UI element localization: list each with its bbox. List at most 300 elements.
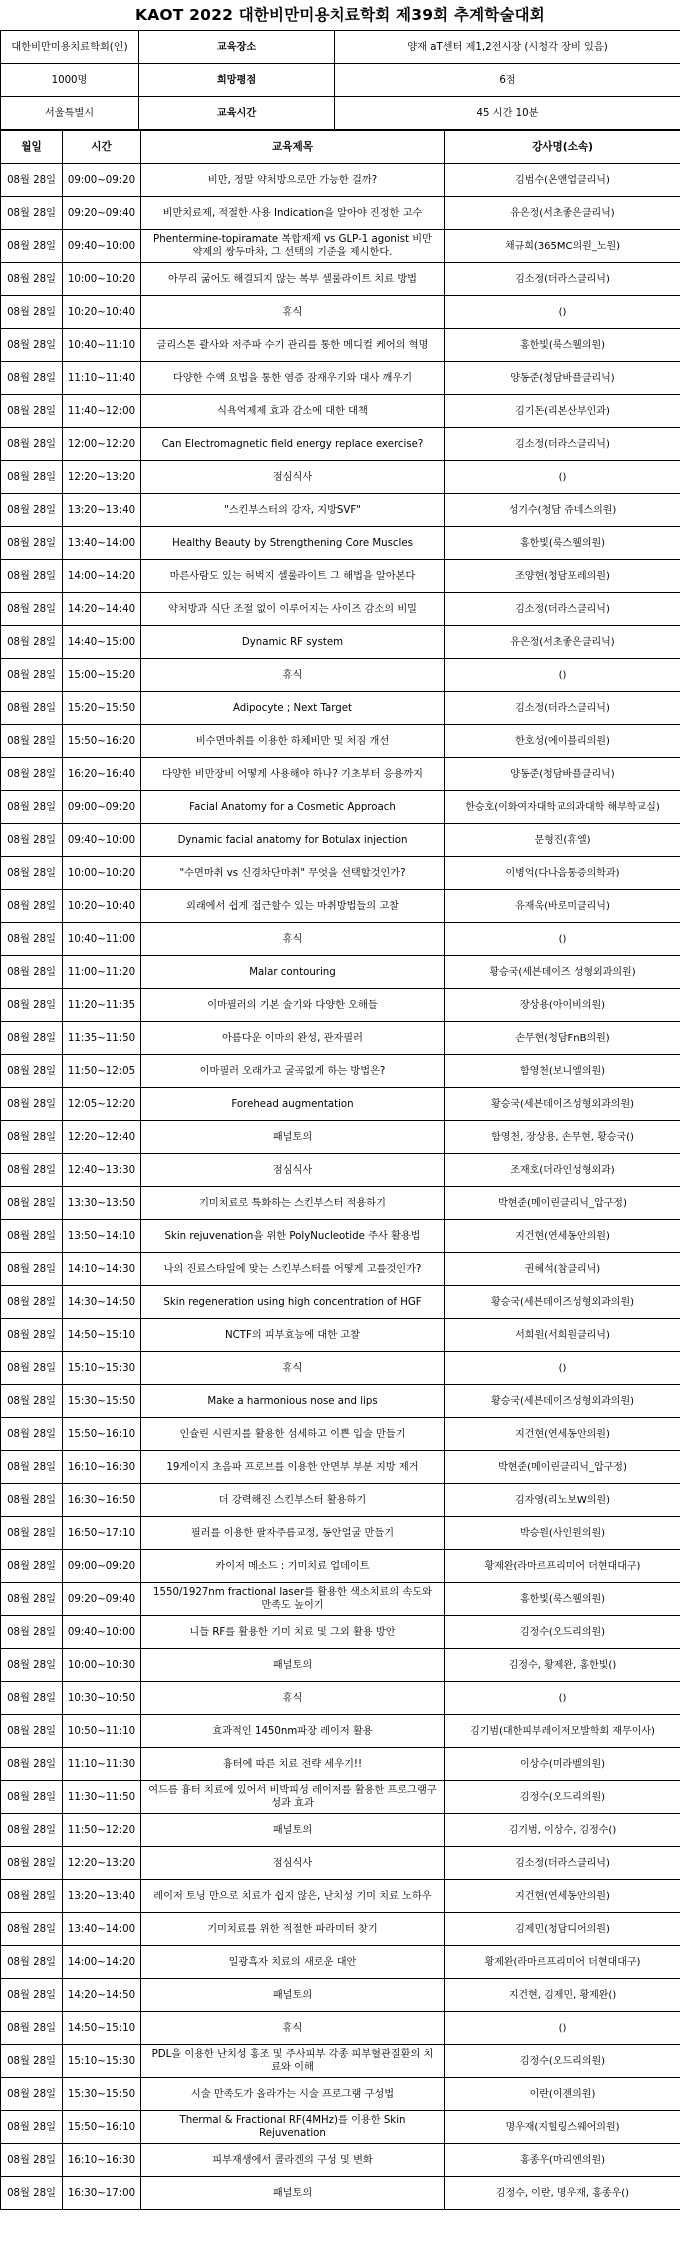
row-date: 08월 28일	[1, 1253, 63, 1286]
row-speaker: 이상수(미라벨의원)	[445, 1748, 680, 1781]
row-time: 11:50~12:20	[63, 1814, 141, 1847]
schedule-row	[1, 560, 680, 593]
row-topic: 비만치료제, 적절한 사용 Indication을 알아야 진정한 고수	[141, 197, 445, 230]
row-date: 08월 28일	[1, 791, 63, 824]
row-speaker: ()	[445, 659, 680, 692]
row-topic: 레이저 토닝 만으로 치료가 쉽지 않은, 난치성 기미 치료 노하우	[141, 1880, 445, 1913]
row-speaker: 김소정(더라스클리닉)	[445, 263, 680, 296]
row-date: 08월 28일	[1, 626, 63, 659]
row-date: 08월 28일	[1, 2078, 63, 2111]
schedule-row	[1, 1847, 680, 1880]
row-time: 10:00~10:20	[63, 263, 141, 296]
row-time: 15:50~16:10	[63, 2111, 141, 2144]
row-date: 08월 28일	[1, 923, 63, 956]
row-time: 10:30~10:50	[63, 1682, 141, 1715]
row-speaker: ()	[445, 2012, 680, 2045]
schedule-row	[1, 2078, 680, 2111]
row-date: 08월 28일	[1, 989, 63, 1022]
info-label: 교육장소	[139, 31, 335, 64]
row-speaker: 함영천(보니엘의원)	[445, 1055, 680, 1088]
row-speaker: 김제민(청담디어의원)	[445, 1913, 680, 1946]
schedule-row	[1, 1649, 680, 1682]
row-speaker: 장상용(아이비의원)	[445, 989, 680, 1022]
schedule-row	[1, 1781, 680, 1814]
row-date: 08월 28일	[1, 1847, 63, 1880]
row-topic: Forehead augmentation	[141, 1088, 445, 1121]
row-time: 14:20~14:50	[63, 1979, 141, 2012]
row-date: 08월 28일	[1, 2177, 63, 2210]
row-topic: 패널토의	[141, 1979, 445, 2012]
schedule-row	[1, 527, 680, 560]
row-time: 09:40~10:00	[63, 824, 141, 857]
row-topic: 피부재생에서 콜라겐의 구성 및 변화	[141, 2144, 445, 2177]
schedule-row	[1, 989, 680, 1022]
row-speaker: 한승호(이화여자대학교의과대학 해부학교실)	[445, 791, 680, 824]
row-time: 12:05~12:20	[63, 1088, 141, 1121]
row-topic: 아름다운 이마의 완성, 관자필러	[141, 1022, 445, 1055]
row-time: 16:20~16:40	[63, 758, 141, 791]
row-time: 15:10~15:30	[63, 1352, 141, 1385]
row-time: 12:40~13:30	[63, 1154, 141, 1187]
schedule-row	[1, 824, 680, 857]
row-time: 12:20~12:40	[63, 1121, 141, 1154]
row-time: 09:00~09:20	[63, 791, 141, 824]
row-topic: 니들 RF를 활용한 기미 치료 및 그외 활용 방안	[141, 1616, 445, 1649]
row-speaker: 채규희(365MC의원_노원)	[445, 230, 680, 263]
row-time: 14:10~14:30	[63, 1253, 141, 1286]
row-date: 08월 28일	[1, 725, 63, 758]
row-time: 12:00~12:20	[63, 428, 141, 461]
row-topic: 아무리 굶어도 해결되지 않는 복부 셀룰라이트 치료 방법	[141, 263, 445, 296]
row-topic: 패널토의	[141, 1814, 445, 1847]
row-speaker: ()	[445, 296, 680, 329]
row-time: 16:50~17:10	[63, 1517, 141, 1550]
row-topic: 나의 진료스타일에 맞는 스킨부스터를 어떻게 고를것인가?	[141, 1253, 445, 1286]
row-topic: 19게이지 초음파 프로브를 이용한 안면부 부분 지방 제거	[141, 1451, 445, 1484]
row-speaker: ()	[445, 461, 680, 494]
row-time: 16:30~16:50	[63, 1484, 141, 1517]
row-time: 09:00~09:20	[63, 164, 141, 197]
row-date: 08월 28일	[1, 1055, 63, 1088]
schedule-row	[1, 2012, 680, 2045]
row-topic: 기미치료로 특화하는 스킨부스터 적용하기	[141, 1187, 445, 1220]
info-label: 교육시간	[139, 97, 335, 130]
schedule-row	[1, 593, 680, 626]
row-speaker: 명우재(지힐링스웨어의원)	[445, 2111, 680, 2144]
schedule-row	[1, 626, 680, 659]
schedule-row	[1, 1583, 680, 1616]
row-topic: PDL을 이용한 난치성 홍조 및 주사피부 각종 피부혈관질환의 치료와 이해	[141, 2045, 445, 2078]
row-topic: 비수면마취를 이용한 하체비만 및 처짐 개선	[141, 725, 445, 758]
row-date: 08월 28일	[1, 2144, 63, 2177]
row-time: 13:30~13:50	[63, 1187, 141, 1220]
row-speaker: 홍한빛(룩스웰의원)	[445, 527, 680, 560]
row-date: 08월 28일	[1, 692, 63, 725]
row-speaker: 김기범(대한피부레이저모발학회 재무이사)	[445, 1715, 680, 1748]
row-topic: Skin rejuvenation을 위한 PolyNucleotide 주사 활용법	[141, 1220, 445, 1253]
row-speaker: 지건현(연세동안의원)	[445, 1880, 680, 1913]
schedule-row	[1, 2045, 680, 2078]
row-topic: Thermal & Fractional RF(4MHz)를 이용한 Skin Rejuvenation	[141, 2111, 445, 2144]
row-time: 14:00~14:20	[63, 560, 141, 593]
row-time: 16:10~16:30	[63, 2144, 141, 2177]
row-date: 08월 28일	[1, 1913, 63, 1946]
row-time: 09:20~09:40	[63, 1583, 141, 1616]
info-label: 희망평점	[139, 64, 335, 97]
schedule-row	[1, 296, 680, 329]
row-topic: 여드름 흉터 치료에 있어서 비박피성 레이저를 활용한 프로그램구성과 효과	[141, 1781, 445, 1814]
row-topic: Adipocyte ; Next Target	[141, 692, 445, 725]
row-date: 08월 28일	[1, 1649, 63, 1682]
row-time: 13:50~14:10	[63, 1220, 141, 1253]
row-topic: NCTF의 피부효능에 대한 고찰	[141, 1319, 445, 1352]
row-date: 08월 28일	[1, 1088, 63, 1121]
row-date: 08월 28일	[1, 230, 63, 263]
row-time: 13:20~13:40	[63, 1880, 141, 1913]
row-time: 11:30~11:50	[63, 1781, 141, 1814]
info-row	[1, 31, 680, 64]
schedule-row	[1, 1154, 680, 1187]
row-time: 11:20~11:35	[63, 989, 141, 1022]
row-topic: 더 강력해진 스킨부스터 활용하기	[141, 1484, 445, 1517]
row-topic: 마른사람도 있는 허벅지 셀룰라이트 그 해법을 알아본다	[141, 560, 445, 593]
schedule-row	[1, 494, 680, 527]
schedule-row	[1, 428, 680, 461]
row-date: 08월 28일	[1, 956, 63, 989]
row-speaker: 이란(이젠의원)	[445, 2078, 680, 2111]
row-speaker: 지건현(연세동안의원)	[445, 1418, 680, 1451]
row-speaker: ()	[445, 1352, 680, 1385]
row-date: 08월 28일	[1, 593, 63, 626]
row-topic: 점심식사	[141, 461, 445, 494]
row-date: 08월 28일	[1, 1715, 63, 1748]
row-speaker: 서희원(서희원클리닉)	[445, 1319, 680, 1352]
schedule-row	[1, 659, 680, 692]
row-date: 08월 28일	[1, 1220, 63, 1253]
row-date: 08월 28일	[1, 758, 63, 791]
schedule-row	[1, 956, 680, 989]
row-date: 08월 28일	[1, 1022, 63, 1055]
row-time: 16:10~16:30	[63, 1451, 141, 1484]
row-date: 08월 28일	[1, 2012, 63, 2045]
row-date: 08월 28일	[1, 1781, 63, 1814]
schedule-row	[1, 1616, 680, 1649]
row-date: 08월 28일	[1, 296, 63, 329]
schedule-row	[1, 1286, 680, 1319]
row-topic: Malar contouring	[141, 956, 445, 989]
schedule-row	[1, 1682, 680, 1715]
row-time: 14:30~14:50	[63, 1286, 141, 1319]
schedule-row	[1, 758, 680, 791]
row-date: 08월 28일	[1, 461, 63, 494]
row-topic: Can Electromagnetic field energy replace exercise?	[141, 428, 445, 461]
row-speaker: 함영천, 장상용, 손무현, 황승국()	[445, 1121, 680, 1154]
schedule-row	[1, 1451, 680, 1484]
row-time: 09:00~09:20	[63, 1550, 141, 1583]
row-date: 08월 28일	[1, 329, 63, 362]
info-value: 양재 aT센터 제1,2전시장 (시청각 장비 있음)	[335, 31, 680, 64]
row-speaker: 황제완(라마르프리미어 더현대대구)	[445, 1946, 680, 1979]
row-date: 08월 28일	[1, 1946, 63, 1979]
row-date: 08월 28일	[1, 1352, 63, 1385]
row-speaker: 조재호(더라인성형외과)	[445, 1154, 680, 1187]
schedule-row	[1, 2144, 680, 2177]
row-topic: 1550/1927nm fractional laser를 활용한 색소치료의 속도와 만족도 높이기	[141, 1583, 445, 1616]
row-time: 15:50~16:20	[63, 725, 141, 758]
schedule-row	[1, 1880, 680, 1913]
header-time: 시간	[63, 131, 141, 164]
row-time: 09:40~10:00	[63, 230, 141, 263]
row-date: 08월 28일	[1, 560, 63, 593]
row-speaker: 김정수(오드리의원)	[445, 2045, 680, 2078]
row-time: 13:40~14:00	[63, 1913, 141, 1946]
row-topic: 휴식	[141, 659, 445, 692]
row-speaker: 김소정(더라스클리닉)	[445, 1847, 680, 1880]
schedule-row	[1, 692, 680, 725]
row-speaker: 조양현(청담포레의원)	[445, 560, 680, 593]
schedule-row	[1, 1253, 680, 1286]
row-time: 14:00~14:20	[63, 1946, 141, 1979]
row-topic: 휴식	[141, 296, 445, 329]
row-time: 15:20~15:50	[63, 692, 141, 725]
row-topic: Skin regeneration using high concentration of HGF	[141, 1286, 445, 1319]
schedule-row	[1, 1814, 680, 1847]
info-value: 45 시간 10분	[335, 97, 680, 130]
row-date: 08월 28일	[1, 2111, 63, 2144]
row-date: 08월 28일	[1, 1484, 63, 1517]
row-speaker: 유은정(서초좋은클리닉)	[445, 626, 680, 659]
row-topic: Phentermine-topiramate 복합제제 vs GLP-1 agonist 비만 약제의 쌍두마차, 그 선택의 기준을 제시한다.	[141, 230, 445, 263]
row-speaker: 박현준(메이린클리닉_압구정)	[445, 1451, 680, 1484]
schedule-row	[1, 1748, 680, 1781]
info-value: 1000명	[1, 64, 139, 97]
row-date: 08월 28일	[1, 1451, 63, 1484]
schedule-header-row	[1, 131, 680, 164]
row-speaker: 지건현, 김제민, 황제완()	[445, 1979, 680, 2012]
row-time: 13:20~13:40	[63, 494, 141, 527]
row-topic: 이마필러 오래가고 굴곡없게 하는 방법은?	[141, 1055, 445, 1088]
row-speaker: 황승국(세븐데이즈 성형외과의원)	[445, 956, 680, 989]
row-time: 15:00~15:20	[63, 659, 141, 692]
row-topic: 일광흑자 치료의 새로운 대안	[141, 1946, 445, 1979]
row-speaker: 김정수, 이란, 명우재, 홍종우()	[445, 2177, 680, 2210]
info-value: 6점	[335, 64, 680, 97]
row-date: 08월 28일	[1, 1154, 63, 1187]
schedule-row	[1, 461, 680, 494]
info-row	[1, 64, 680, 97]
row-topic: 흉터에 따른 치료 전략 세우기!!	[141, 1748, 445, 1781]
row-topic: 필러를 이용한 팔자주름교정, 동안얼굴 만들기	[141, 1517, 445, 1550]
schedule-row	[1, 791, 680, 824]
row-time: 10:40~11:00	[63, 923, 141, 956]
row-time: 15:30~15:50	[63, 2078, 141, 2111]
row-time: 09:40~10:00	[63, 1616, 141, 1649]
row-topic: 점심식사	[141, 1847, 445, 1880]
row-topic: 휴식	[141, 923, 445, 956]
row-time: 14:50~15:10	[63, 2012, 141, 2045]
schedule-row	[1, 890, 680, 923]
row-date: 08월 28일	[1, 824, 63, 857]
row-topic: 외래에서 쉽게 접근할수 있는 마취방법들의 고찰	[141, 890, 445, 923]
row-date: 08월 28일	[1, 1121, 63, 1154]
schedule-row	[1, 1352, 680, 1385]
row-speaker: 박승원(사인원의원)	[445, 1517, 680, 1550]
row-date: 08월 28일	[1, 659, 63, 692]
row-speaker: 김소정(더라스클리닉)	[445, 428, 680, 461]
row-date: 08월 28일	[1, 395, 63, 428]
row-time: 11:40~12:00	[63, 395, 141, 428]
row-speaker: 지건현(연세동안의원)	[445, 1220, 680, 1253]
schedule-row	[1, 395, 680, 428]
schedule-row	[1, 263, 680, 296]
row-speaker: 황승국(세븐데이즈성형외과의원)	[445, 1088, 680, 1121]
row-topic: 식욕억제제 효과 감소에 대한 대책	[141, 395, 445, 428]
row-topic: 패널토의	[141, 1649, 445, 1682]
row-date: 08월 28일	[1, 1682, 63, 1715]
schedule-row	[1, 1319, 680, 1352]
info-value: 서울특별시	[1, 97, 139, 130]
row-time: 15:50~16:10	[63, 1418, 141, 1451]
schedule-row	[1, 1187, 680, 1220]
header-speaker: 강사명(소속)	[445, 131, 680, 164]
row-speaker: 김기범, 이상수, 김정수()	[445, 1814, 680, 1847]
row-time: 10:50~11:10	[63, 1715, 141, 1748]
row-date: 08월 28일	[1, 1319, 63, 1352]
schedule-row	[1, 1946, 680, 1979]
row-time: 10:20~10:40	[63, 296, 141, 329]
row-date: 08월 28일	[1, 1616, 63, 1649]
row-topic: 효과적인 1450nm파장 레이저 활용	[141, 1715, 445, 1748]
row-topic: Dynamic facial anatomy for Botulax injection	[141, 824, 445, 857]
schedule-row	[1, 1979, 680, 2012]
row-date: 08월 28일	[1, 2045, 63, 2078]
row-topic: 기미치료를 위한 적절한 파라미터 찾기	[141, 1913, 445, 1946]
row-time: 11:50~12:05	[63, 1055, 141, 1088]
page-title: KAOT 2022 대한비만미용치료학회 제39회 추계학술대회	[135, 6, 545, 24]
row-speaker: 김정수(오드리의원)	[445, 1781, 680, 1814]
row-speaker: 양동준(청담바플클리닉)	[445, 758, 680, 791]
row-time: 14:20~14:40	[63, 593, 141, 626]
schedule-row	[1, 725, 680, 758]
schedule-row	[1, 1220, 680, 1253]
row-topic: 패널토의	[141, 1121, 445, 1154]
row-speaker: 유은정(서초좋은클리닉)	[445, 197, 680, 230]
row-topic: 패널토의	[141, 2177, 445, 2210]
row-speaker: 황승국(세븐데이즈성형외과의원)	[445, 1385, 680, 1418]
row-time: 14:50~15:10	[63, 1319, 141, 1352]
row-speaker: 양동준(청담바플클리닉)	[445, 362, 680, 395]
schedule-row	[1, 2177, 680, 2210]
row-speaker: 김범수(온앤업클리닉)	[445, 164, 680, 197]
row-topic: Dynamic RF system	[141, 626, 445, 659]
row-time: 16:30~17:00	[63, 2177, 141, 2210]
row-date: 08월 28일	[1, 1517, 63, 1550]
schedule-row	[1, 1517, 680, 1550]
row-topic: Make a harmonious nose and lips	[141, 1385, 445, 1418]
schedule-row	[1, 1715, 680, 1748]
schedule-row	[1, 230, 680, 263]
row-speaker: 유재욱(바로미클리닉)	[445, 890, 680, 923]
row-date: 08월 28일	[1, 527, 63, 560]
schedule-row	[1, 1385, 680, 1418]
row-speaker: 문형진(휴엘)	[445, 824, 680, 857]
row-date: 08월 28일	[1, 362, 63, 395]
row-date: 08월 28일	[1, 1550, 63, 1583]
row-time: 12:20~13:20	[63, 461, 141, 494]
row-speaker: 홍한빛(룩스웰의원)	[445, 329, 680, 362]
row-time: 10:00~10:20	[63, 857, 141, 890]
schedule-row	[1, 1484, 680, 1517]
row-topic: 휴식	[141, 1352, 445, 1385]
row-topic: 카이저 메소드 : 기미치료 업데이트	[141, 1550, 445, 1583]
schedule-table	[0, 130, 680, 2210]
row-topic: 약처방과 식단 조절 없이 이루어지는 사이즈 감소의 비밀	[141, 593, 445, 626]
row-topic: 휴식	[141, 1682, 445, 1715]
row-date: 08월 28일	[1, 1880, 63, 1913]
row-date: 08월 28일	[1, 428, 63, 461]
row-date: 08월 28일	[1, 197, 63, 230]
schedule-row	[1, 362, 680, 395]
row-topic: 비만, 정말 약처방으로만 가능한 걸까?	[141, 164, 445, 197]
header-date: 월일	[1, 131, 63, 164]
row-speaker: 김소정(더라스클리닉)	[445, 692, 680, 725]
row-speaker: ()	[445, 923, 680, 956]
info-row	[1, 97, 680, 130]
row-date: 08월 28일	[1, 263, 63, 296]
info-value: 대한비만미용치료학회(인)	[1, 31, 139, 64]
row-date: 08월 28일	[1, 1814, 63, 1847]
row-topic: 시술 만족도가 올라가는 시술 프로그램 구성법	[141, 2078, 445, 2111]
row-topic: 인슐린 시린지를 활용한 섬세하고 이쁜 입술 만들기	[141, 1418, 445, 1451]
schedule-row	[1, 1022, 680, 1055]
row-time: 10:40~11:10	[63, 329, 141, 362]
row-speaker: 홍종우(마리엔의원)	[445, 2144, 680, 2177]
row-time: 11:35~11:50	[63, 1022, 141, 1055]
row-date: 08월 28일	[1, 1418, 63, 1451]
row-speaker: ()	[445, 1682, 680, 1715]
row-date: 08월 28일	[1, 1286, 63, 1319]
row-topic: "수면마취 vs 신경차단마취" 무엇을 선택할것인가?	[141, 857, 445, 890]
row-time: 12:20~13:20	[63, 1847, 141, 1880]
row-topic: 휴식	[141, 2012, 445, 2045]
schedule-row	[1, 197, 680, 230]
row-speaker: 김정수(오드리의원)	[445, 1616, 680, 1649]
row-speaker: 권혜석(참클리닉)	[445, 1253, 680, 1286]
row-topic: 점심식사	[141, 1154, 445, 1187]
row-speaker: 박현준(메이린클리닉_압구정)	[445, 1187, 680, 1220]
row-topic: 글리스톤 괄사와 저주파 수기 관리를 통한 메디컬 케어의 혁명	[141, 329, 445, 362]
schedule-row	[1, 2111, 680, 2144]
row-time: 11:10~11:30	[63, 1748, 141, 1781]
schedule-row	[1, 1088, 680, 1121]
schedule-row	[1, 164, 680, 197]
row-speaker: 이병억(다나음통증의학과)	[445, 857, 680, 890]
header-topic: 교육제목	[141, 131, 445, 164]
row-topic: 다양한 수액 요법을 통한 염증 잠재우기와 대사 깨우기	[141, 362, 445, 395]
row-speaker: 김기돈(리본산부인과)	[445, 395, 680, 428]
row-speaker: 한호성(에이블리의원)	[445, 725, 680, 758]
row-time: 15:30~15:50	[63, 1385, 141, 1418]
row-topic: Healthy Beauty by Strengthening Core Muscles	[141, 527, 445, 560]
row-speaker: 성기수(청담 쥬네스의원)	[445, 494, 680, 527]
row-date: 08월 28일	[1, 857, 63, 890]
row-speaker: 황승국(세븐데이즈성형외과의원)	[445, 1286, 680, 1319]
row-topic: 이마필러의 기본 술기와 다양한 오해들	[141, 989, 445, 1022]
row-speaker: 손무현(청담FnB의원)	[445, 1022, 680, 1055]
row-time: 10:20~10:40	[63, 890, 141, 923]
row-time: 15:10~15:30	[63, 2045, 141, 2078]
schedule-row	[1, 1121, 680, 1154]
